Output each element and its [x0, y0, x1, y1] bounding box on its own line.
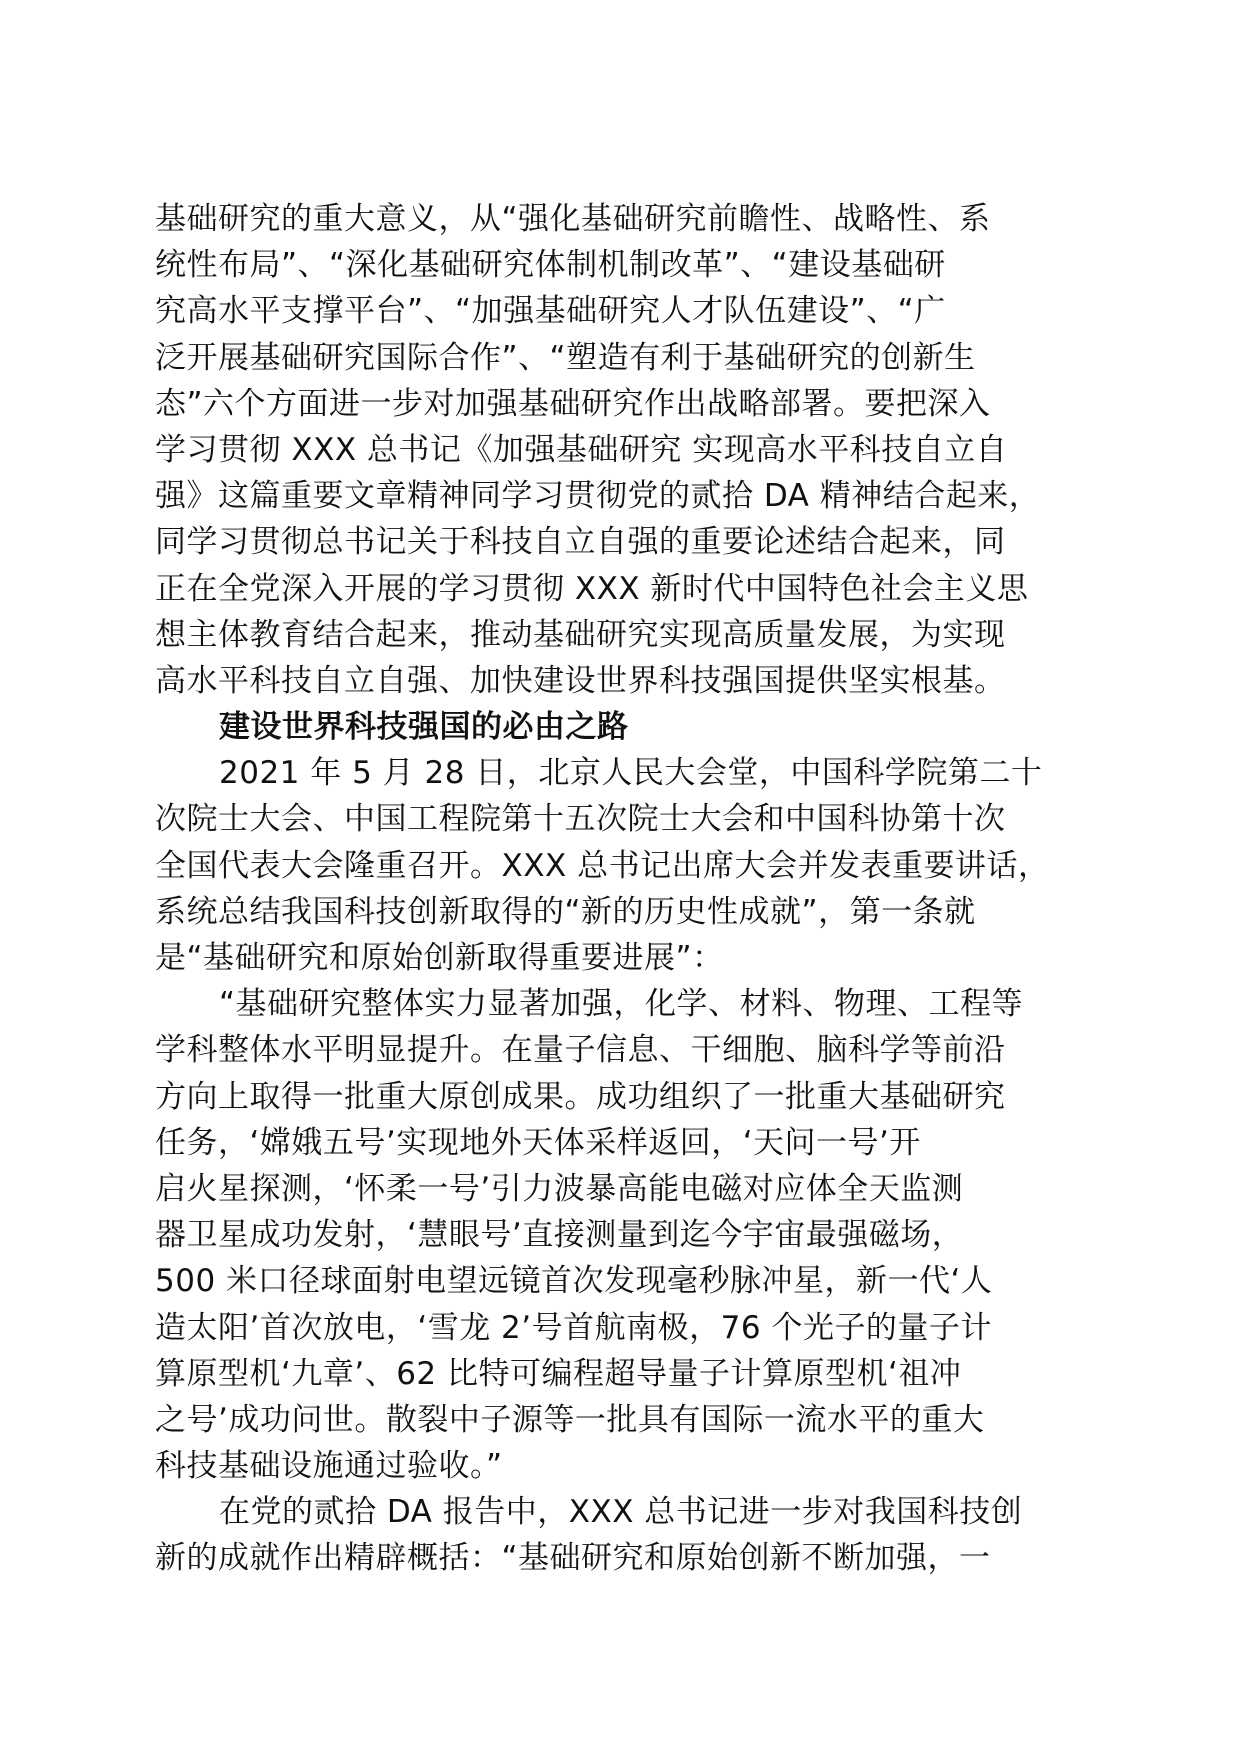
text-line: 启火星探测，‘怀柔一号’引力波暴高能电磁对应体全天监测	[155, 1170, 964, 1207]
text-line: 科技基础设施通过验收。”	[155, 1448, 503, 1485]
text-line: 次院士大会、中国工程院第十五次院士大会和中国科协第十次	[155, 801, 1006, 838]
text-line: 系统总结我国科技创新取得的“新的历史性成就”，第一条就	[155, 893, 976, 930]
text-line: 算原型机‘九章’、62 比特可编程超导量子计算原型机‘祖冲	[155, 1355, 962, 1392]
text-line: 正在全党深入开展的学习贯彻 XXX 新时代中国特色社会主义思	[155, 570, 1029, 607]
text-line: 器卫星成功发射，‘慧眼号’直接测量到迄今宇宙最强磁场，	[155, 1217, 964, 1254]
text-line: 统性布局”、“深化基础研究体制机制改革”、“建设基础研	[155, 247, 946, 284]
text-line: 新的成就作出精辟概括：“基础研究和原始创新不断加强，一	[155, 1540, 991, 1577]
section-heading: 建设世界科技强国的必由之路	[219, 709, 629, 746]
text-line: 500 米口径球面射电望远镜首次发现毫秒脉冲星，新一代‘人	[155, 1263, 993, 1300]
text-line: 同学习贯彻总书记关于科技自立自强的重要论述结合起来，同	[155, 524, 1006, 561]
text-line: 造太阳’首次放电，‘雪龙 2’号首航南极，76 个光子的量子计	[155, 1309, 992, 1346]
text-line: 在党的贰拾 DA 报告中，XXX 总书记进一步对我国科技创	[219, 1494, 1023, 1531]
text-line: 高水平科技自立自强、加快建设世界科技强国提供坚实根基。	[155, 662, 1006, 699]
text-line: 强》这篇重要文章精神同学习贯彻党的贰拾 DA 精神结合起来，	[155, 478, 1041, 515]
text-line: 2021 年 5 月 28 日，北京人民大会堂，中国科学院第二十	[219, 755, 1043, 792]
text-line: 全国代表大会隆重召开。XXX 总书记出席大会并发表重要讲话，	[155, 847, 1050, 884]
text-line: 基础研究的重大意义，从“强化基础研究前瞻性、战略性、系	[155, 201, 991, 237]
text-line: 想主体教育结合起来，推动基础研究实现高质量发展，为实现	[155, 616, 1006, 653]
text-line: 方向上取得一批重大原创成果。成功组织了一批重大基础研究	[155, 1078, 1006, 1115]
text-line: 任务，‘嫦娥五号’实现地外天体采样返回，‘天问一号’开	[155, 1124, 921, 1161]
text-line: 学科整体水平明显提升。在量子信息、干细胞、脑科学等前沿	[155, 1032, 1006, 1069]
text-line: 态”六个方面进一步对加强基础研究作出战略部署。要把深入	[155, 385, 991, 422]
text-line: 之号’成功问世。散裂中子源等一批具有国际一流水平的重大	[155, 1401, 985, 1438]
text-line: “基础研究整体实力显著加强，化学、材料、物理、工程等	[219, 986, 1024, 1023]
text-line: 学习贯彻 XXX 总书记《加强基础研究 实现高水平科技自立自	[155, 431, 1008, 468]
text-line: 究高水平支撑平台”、“加强基础研究人才队伍建设”、“广	[155, 293, 946, 330]
text-line: 泛开展基础研究国际合作”、“塑造有利于基础研究的创新生	[155, 339, 976, 376]
text-line: 是“基础研究和原始创新取得重要进展”：	[155, 940, 724, 976]
body-text	[155, 196, 1105, 1582]
